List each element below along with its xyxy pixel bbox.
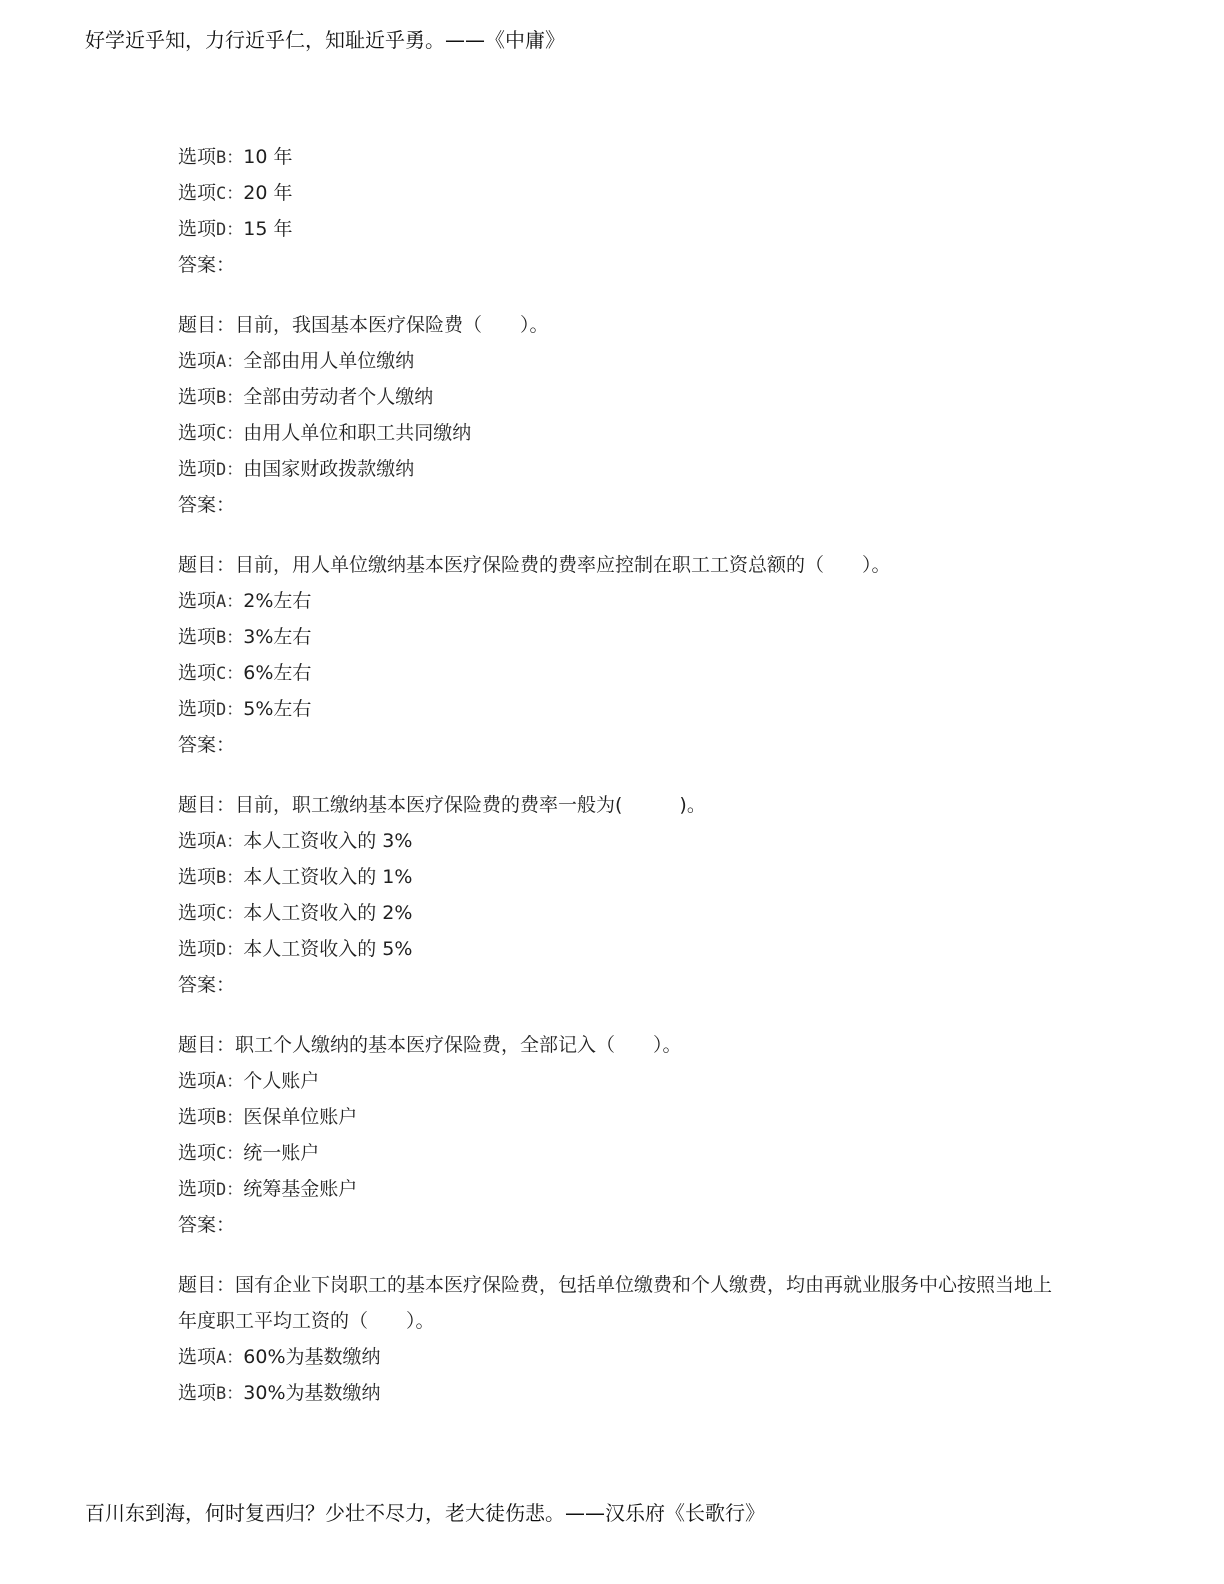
- option-prefix: 选项: [178, 1382, 217, 1404]
- option-letter: A：: [216, 1072, 244, 1092]
- option-line: [178, 379, 1058, 415]
- answer-line: 答案：: [178, 974, 236, 996]
- option-text: 统一账户: [243, 1142, 320, 1164]
- option-text: 统筹基金账户: [243, 1178, 358, 1200]
- option-prefix: 选项: [178, 458, 217, 480]
- option-line: [178, 655, 1058, 691]
- question-block: [178, 547, 1058, 763]
- option-letter: A：: [216, 832, 244, 852]
- option-line: [178, 139, 1058, 175]
- option-line: [178, 691, 1058, 727]
- option-letter: C：: [216, 664, 244, 684]
- option-letter: B：: [216, 1108, 244, 1128]
- option-line: [178, 1063, 1058, 1099]
- option-letter: D：: [216, 220, 244, 240]
- option-line: [178, 619, 1058, 655]
- answer-line: 答案：: [178, 734, 236, 756]
- option-line: [178, 859, 1058, 895]
- question-label: 题目：: [178, 794, 236, 816]
- option-letter: D：: [216, 460, 244, 480]
- option-text: 全部由劳动者个人缴纳: [243, 386, 434, 408]
- option-text: 医保单位账户: [243, 1106, 358, 1128]
- question-line: [178, 1267, 1058, 1339]
- question-block: [178, 139, 1058, 283]
- option-prefix: 选项: [178, 1070, 217, 1092]
- option-text: 全部由用人单位缴纳: [243, 350, 415, 372]
- option-prefix: 选项: [178, 350, 217, 372]
- option-text: 30%为基数缴纳: [243, 1382, 381, 1404]
- option-prefix: 选项: [178, 698, 217, 720]
- question-line: [178, 547, 1058, 583]
- option-line: [178, 451, 1058, 487]
- option-line: [178, 823, 1058, 859]
- option-line: [178, 343, 1058, 379]
- option-line: [178, 583, 1058, 619]
- option-line: [178, 415, 1058, 451]
- option-line: [178, 1339, 1058, 1375]
- option-letter: B：: [216, 868, 244, 888]
- option-line: [178, 895, 1058, 931]
- option-letter: C：: [216, 1144, 244, 1164]
- option-text: 5%左右: [243, 698, 312, 720]
- option-text: 2%左右: [243, 590, 312, 612]
- option-line: [178, 1135, 1058, 1171]
- option-text: 3%左右: [243, 626, 312, 648]
- header-quote: 好学近乎知，力行近乎仁，知耻近乎勇。——《中庸》: [85, 28, 565, 52]
- answer-line: 答案：: [178, 494, 236, 516]
- question-label: 题目：: [178, 1274, 236, 1296]
- question-block: [178, 307, 1058, 523]
- option-text: 本人工资收入的 1%: [243, 866, 413, 888]
- option-prefix: 选项: [178, 1106, 217, 1128]
- option-text: 个人账户: [243, 1070, 320, 1092]
- answer-line: 答案：: [178, 254, 236, 276]
- option-prefix: 选项: [178, 938, 217, 960]
- option-prefix: 选项: [178, 1346, 217, 1368]
- option-letter: D：: [216, 940, 244, 960]
- question-line: [178, 307, 1058, 343]
- option-text: 本人工资收入的 3%: [243, 830, 413, 852]
- question-block: [178, 1027, 1058, 1243]
- question-text: 目前，职工缴纳基本医疗保险费的费率一般为( )。: [235, 794, 706, 816]
- option-prefix: 选项: [178, 830, 217, 852]
- option-text: 6%左右: [243, 662, 312, 684]
- option-prefix: 选项: [178, 386, 217, 408]
- option-letter: A：: [216, 592, 244, 612]
- option-letter: D：: [216, 700, 244, 720]
- option-text: 60%为基数缴纳: [243, 1346, 381, 1368]
- option-letter: A：: [216, 1348, 244, 1368]
- option-line: [178, 1099, 1058, 1135]
- option-letter: C：: [216, 904, 244, 924]
- option-text: 由国家财政拨款缴纳: [243, 458, 415, 480]
- question-label: 题目：: [178, 314, 236, 336]
- option-letter: A：: [216, 352, 244, 372]
- option-letter: C：: [216, 184, 244, 204]
- option-prefix: 选项: [178, 662, 217, 684]
- question-block: [178, 787, 1058, 1003]
- question-text: 目前，我国基本医疗保险费（ ）。: [235, 314, 549, 336]
- question-label: 题目：: [178, 1034, 236, 1056]
- option-prefix: 选项: [178, 182, 217, 204]
- option-prefix: 选项: [178, 626, 217, 648]
- option-text: 本人工资收入的 2%: [243, 902, 413, 924]
- option-prefix: 选项: [178, 218, 217, 240]
- option-line: [178, 211, 1058, 247]
- option-prefix: 选项: [178, 1178, 217, 1200]
- question-text: 职工个人缴纳的基本医疗保险费，全部记入（ ）。: [235, 1034, 682, 1056]
- option-prefix: 选项: [178, 146, 217, 168]
- option-text: 20 年: [243, 182, 293, 204]
- option-letter: C：: [216, 424, 244, 444]
- option-prefix: 选项: [178, 866, 217, 888]
- question-line: [178, 787, 1058, 823]
- option-text: 本人工资收入的 5%: [243, 938, 413, 960]
- question-label: 题目：: [178, 554, 236, 576]
- option-prefix: 选项: [178, 902, 217, 924]
- option-letter: D：: [216, 1180, 244, 1200]
- option-letter: B：: [216, 1384, 244, 1404]
- option-line: [178, 1171, 1058, 1207]
- option-text: 由用人单位和职工共同缴纳: [243, 422, 472, 444]
- option-prefix: 选项: [178, 590, 217, 612]
- question-text: 国有企业下岗职工的基本医疗保险费，包括单位缴费和个人缴费，均由再就业服务中心按照当地上年度职工平均工资的（ ）。: [178, 1274, 1053, 1332]
- question-line: [178, 1027, 1058, 1063]
- question-block: [178, 1267, 1058, 1411]
- option-text: 10 年: [243, 146, 293, 168]
- option-text: 15 年: [243, 218, 293, 240]
- option-line: [178, 931, 1058, 967]
- question-list: [178, 139, 1058, 1411]
- option-letter: B：: [216, 628, 244, 648]
- option-prefix: 选项: [178, 422, 217, 444]
- option-letter: B：: [216, 388, 244, 408]
- answer-line: 答案：: [178, 1214, 236, 1236]
- footer-quote: 百川东到海，何时复西归？少壮不尽力，老大徒伤悲。——汉乐府《长歌行》: [85, 1501, 765, 1525]
- option-line: [178, 175, 1058, 211]
- question-text: 目前，用人单位缴纳基本医疗保险费的费率应控制在职工工资总额的（ ）。: [235, 554, 891, 576]
- option-letter: B：: [216, 148, 244, 168]
- option-prefix: 选项: [178, 1142, 217, 1164]
- option-line: [178, 1375, 1058, 1411]
